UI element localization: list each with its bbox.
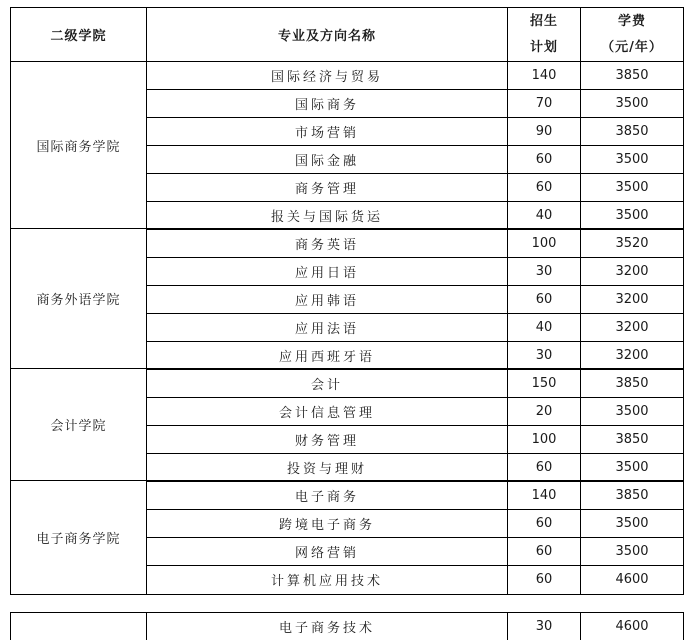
table-cell-plan: 100 <box>531 236 557 251</box>
grid-line <box>146 369 684 370</box>
table-cell-major: 电子商务技术 <box>278 621 375 636</box>
table-cell-major: 网络营销 <box>294 546 359 561</box>
grid-line <box>10 612 11 640</box>
grid-line <box>146 612 147 640</box>
grid-line <box>10 7 684 8</box>
table-cell-plan: 150 <box>531 376 557 391</box>
table-cell-plan: 60 <box>535 152 553 167</box>
table-cell-fee: 3500 <box>615 516 649 531</box>
header-plan-line2: 计划 <box>529 39 558 55</box>
table-cell-major: 跨境电子商务 <box>278 518 375 533</box>
table-cell-plan: 140 <box>531 68 557 83</box>
table-cell-fee: 3520 <box>615 236 649 251</box>
table-cell-fee: 3500 <box>615 460 649 475</box>
table-cell-major: 会计信息管理 <box>278 406 375 421</box>
grid-line <box>146 173 684 174</box>
grid-line <box>146 117 684 118</box>
table-cell-fee: 4600 <box>615 572 649 587</box>
table-cell-major: 国际商务 <box>294 98 359 113</box>
grid-line <box>146 453 684 454</box>
table-cell-plan: 40 <box>535 208 553 223</box>
table-cell-plan: 140 <box>531 488 557 503</box>
table-cell-major: 商务英语 <box>294 238 359 253</box>
table-cell-major: 计算机应用技术 <box>270 574 383 589</box>
grid-line <box>10 7 11 595</box>
table-cell-major: 应用西班牙语 <box>278 350 375 365</box>
table-cell-major: 应用日语 <box>294 266 359 281</box>
grid-line <box>146 341 684 342</box>
table-cell-plan: 70 <box>535 96 553 111</box>
table-cell-fee: 3500 <box>615 208 649 223</box>
table-cell-fee: 3850 <box>615 488 649 503</box>
grid-line <box>507 612 508 640</box>
header-fee-line2: （元/年） <box>601 39 663 55</box>
table-cell-major: 电子商务 <box>294 490 359 505</box>
grid-line <box>146 257 684 258</box>
grid-line <box>146 285 684 286</box>
grid-line <box>146 229 684 230</box>
grid-line <box>683 7 684 595</box>
header-fee-line1: 学费 <box>617 13 646 29</box>
table-cell-major: 会计 <box>310 378 343 393</box>
grid-line <box>146 313 684 314</box>
table-cell-fee: 3200 <box>615 320 649 335</box>
college-cell: 会计学院 <box>50 419 107 434</box>
table-cell-plan: 60 <box>535 180 553 195</box>
header-plan-line1: 招生 <box>529 13 558 29</box>
college-cell: 商务外语学院 <box>36 293 121 308</box>
table-cell-fee: 3500 <box>615 152 649 167</box>
table-cell-plan: 40 <box>535 320 553 335</box>
header-plan <box>508 8 580 61</box>
table-cell-fee: 3850 <box>615 124 649 139</box>
grid-line <box>146 425 684 426</box>
grid-line <box>683 612 684 640</box>
table-cell-major: 应用法语 <box>294 322 359 337</box>
grid-line <box>10 612 684 613</box>
table-cell-fee: 3500 <box>615 96 649 111</box>
table-cell-major: 投资与理财 <box>286 462 367 477</box>
grid-line <box>146 89 684 90</box>
table-cell-plan: 20 <box>535 404 553 419</box>
table-cell-major: 应用韩语 <box>294 294 359 309</box>
table-cell-fee: 3850 <box>615 376 649 391</box>
college-cell: 国际商务学院 <box>36 139 121 155</box>
grid-line <box>580 7 581 595</box>
table-cell-plan: 100 <box>531 432 557 447</box>
table-cell-fee: 3200 <box>615 348 649 363</box>
table-cell-plan: 30 <box>535 348 553 363</box>
table-cell-fee: 3850 <box>615 432 649 447</box>
grid-line <box>10 61 684 62</box>
table-cell-major: 国际经济与贸易 <box>270 70 383 85</box>
table-cell-plan: 60 <box>535 460 553 475</box>
grid-line <box>146 201 684 202</box>
table-cell-fee: 3500 <box>615 404 649 419</box>
table-cell-fee: 3500 <box>615 180 649 195</box>
table-cell-major: 商务管理 <box>294 182 359 197</box>
table-cell-plan: 60 <box>535 544 553 559</box>
grid-line <box>146 145 684 146</box>
table-cell-major: 报关与国际货运 <box>270 210 383 225</box>
table-cell-fee: 3850 <box>615 68 649 83</box>
grid-line <box>146 509 684 510</box>
table-cell-major: 市场营销 <box>294 126 359 141</box>
table-cell-plan: 60 <box>535 516 553 531</box>
grid-line <box>10 594 684 595</box>
grid-line <box>146 7 147 595</box>
table-cell-fee: 3200 <box>615 264 649 279</box>
header-fee <box>581 8 683 61</box>
grid-line <box>146 397 684 398</box>
table-cell-plan: 30 <box>535 619 553 634</box>
header-major: 专业及方向名称 <box>277 29 376 44</box>
table-cell-major: 财务管理 <box>294 434 359 449</box>
table-cell-fee: 3200 <box>615 292 649 307</box>
grid-line <box>146 481 684 482</box>
table-cell-fee: 3500 <box>615 544 649 559</box>
grid-line <box>507 7 508 595</box>
grid-line <box>580 612 581 640</box>
header-college: 二级学院 <box>50 29 107 44</box>
grid-line <box>146 565 684 566</box>
table-cell-plan: 60 <box>535 572 553 587</box>
table-cell-plan: 30 <box>535 264 553 279</box>
table-cell-fee: 4600 <box>615 619 649 634</box>
table-cell-plan: 60 <box>535 292 553 307</box>
grid-line <box>146 537 684 538</box>
table-cell-plan: 90 <box>535 124 553 139</box>
college-cell: 电子商务学院 <box>36 532 121 547</box>
table-cell-major: 国际金融 <box>294 154 359 169</box>
